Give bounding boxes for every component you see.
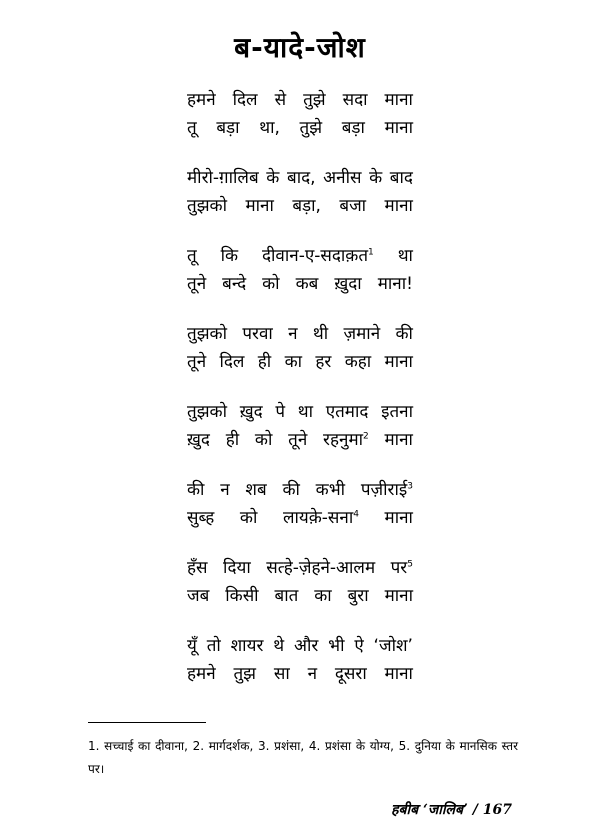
verse-word [187,504,214,532]
verse-word [187,426,210,454]
verse-word [216,114,239,142]
word-text: कभी [315,480,346,500]
verse-word [385,504,413,532]
page-footer: हबीब ‘जालिब’ / 167 [391,802,512,818]
word-text: के [369,168,383,188]
word-text: ‘जोश’ [373,636,413,656]
word-text: और [293,636,319,656]
word-text: कि [220,246,239,266]
verse-word [187,86,216,114]
verse-word [187,348,206,376]
verse-word [308,660,317,688]
word-text: माना [384,430,413,450]
verse-word [298,398,313,426]
footnote-divider [88,722,206,723]
verse-word [335,660,367,688]
word-text: तू [187,246,197,266]
word-text: तुझ [233,664,257,684]
verse-word [207,632,221,660]
word-text: ज़माने [343,324,381,344]
verse-word [323,164,361,192]
stanza [0,554,600,632]
stanza [0,632,600,710]
verse-line [187,320,413,348]
verse-line [187,398,413,426]
verse-word [348,582,369,610]
verse-word [285,348,302,376]
verse-word [345,348,372,376]
word-text: माना [384,118,413,138]
word-text: न [220,480,230,500]
verse-word [315,348,331,376]
verse-word [283,504,359,532]
verse-word [187,320,227,348]
word-text: बजा [339,196,367,216]
word-text: तुझे [299,118,323,138]
verse-word [385,426,413,454]
verse-word [344,320,381,348]
word-text: परवा [242,324,273,344]
word-text: शब [245,480,267,500]
verse-line [187,270,413,298]
word-text: सदा [342,90,368,110]
verse-word [385,114,413,142]
verse-word [288,426,307,454]
word-text: का [314,586,332,606]
verse-word [342,114,365,142]
verse-word [245,476,266,504]
word-text: दिल [232,90,258,110]
word-text: किसी [225,586,259,606]
word-text: को [239,508,258,528]
word-text: दिया [223,558,251,578]
verse-word [288,320,297,348]
word-text: थे [273,636,285,656]
word-text: ख़ुद [187,430,210,450]
verse-word [334,270,361,298]
verse-word [287,164,316,192]
verse-word [242,320,272,348]
word-text: हँस [187,558,208,578]
word-text: दिल [219,352,245,372]
stanza [0,476,600,554]
word-text: दूसरा [334,664,367,684]
verse-line [187,632,413,660]
word-text: थी [312,324,329,344]
word-text: की [282,480,300,500]
word-text: तुझको [187,196,228,216]
word-text: का [284,352,303,372]
verse-word [255,426,272,454]
stanza [0,320,600,398]
verse-word [374,632,413,660]
word-text: माना [384,90,413,110]
word-text: से [274,90,287,110]
word-text: हमने [187,90,216,110]
word-text: ख़ुद [239,402,263,422]
verse-word [390,164,413,192]
verse-word [187,632,197,660]
word-text: बड़ा, [292,196,321,216]
verse-word [220,476,229,504]
stanza [0,86,600,164]
verse-word [233,86,258,114]
verse-word [275,86,287,114]
verse-word [398,242,413,270]
verse-line [187,114,413,142]
footnote-marker: 1 [368,247,374,258]
stanza [0,164,600,242]
verse-word [240,504,257,532]
verse-word [187,582,209,610]
verse-word [300,114,323,142]
stanza [0,242,600,320]
word-text: बड़ा [216,118,240,138]
word-text: तुझको [187,402,228,422]
word-text: तुझको [187,324,228,344]
verse-word [222,270,246,298]
verse-word [258,348,271,376]
verse-word [245,192,273,220]
word-text: बड़ा [341,118,365,138]
verse-word [296,270,319,298]
word-text: था, [259,118,280,138]
word-text: सुब्ह [187,508,215,528]
verse-word [339,192,366,220]
word-text: यूँ [187,636,197,656]
word-text: अनीस [323,168,362,188]
word-text: लायक़े-सना [282,508,354,528]
verse-word [378,270,413,298]
verse-word [274,660,290,688]
word-text: बुरा [347,586,369,606]
word-text: सा [273,664,290,684]
verse-word [314,582,331,610]
word-text: बात [274,586,299,606]
footnote-marker: 3 [407,481,413,492]
verse-word [226,426,239,454]
verse-line [187,348,413,376]
verse-word [282,476,299,504]
verse-word [395,320,412,348]
word-text: माना [384,586,413,606]
verse-word [266,554,375,582]
word-text: बाद, [286,168,316,188]
word-text: हमने [187,664,216,684]
verse-word [385,192,413,220]
verse-word [219,348,244,376]
stanza [0,398,600,476]
word-text: की [395,324,413,344]
verse-word [275,398,285,426]
verse-word [187,660,216,688]
word-text: ही [257,352,272,372]
word-text: मीरो-ग़ालिब [187,168,259,188]
verse-word [381,398,413,426]
word-text: जब [187,586,210,606]
verse-word [221,242,238,270]
verse-word [369,164,382,192]
word-text: माना! [377,274,413,294]
poem-title: ब-यादे-जोश [234,31,366,64]
word-text: माना [384,196,413,216]
word-text: एतमाद [325,402,369,422]
word-text: तूने [288,430,308,450]
word-text: कब [295,274,319,294]
word-text: तू [187,118,197,138]
word-text: न [288,324,298,344]
word-text: माना [384,508,413,528]
verse-line [187,242,413,270]
word-text: की [187,480,205,500]
verse-line [187,192,413,220]
word-text: तुझे [303,90,326,110]
verse-line [187,164,413,192]
verse-word [391,554,413,582]
word-text: ऐ [354,636,364,656]
verse-line [187,476,413,504]
verse-word [385,348,413,376]
word-text: था [397,246,413,266]
word-text: इतना [381,402,413,422]
verse-line [187,426,413,454]
word-text: माना [245,196,274,216]
verse-word [323,426,369,454]
verse-word [233,660,256,688]
word-text: माना [384,664,413,684]
word-text: को [262,274,280,294]
verse-word [223,554,251,582]
footnote-marker: 4 [353,509,359,520]
footnote-marker: 5 [407,559,413,570]
verse-word [343,86,368,114]
verse-word [231,632,264,660]
verse-word [225,582,258,610]
verse-line [187,86,413,114]
word-text: शायर [230,636,264,656]
word-text: था [297,402,313,422]
word-text: सत्हे-ज़ेहने-आलम [266,558,376,578]
verse-word [292,192,321,220]
word-text: ही [225,430,240,450]
verse-word [259,114,280,142]
word-text: कहा [344,352,372,372]
verse-word [262,242,374,270]
poem-body [0,86,600,710]
word-text: पर [390,558,408,578]
verse-word [262,270,279,298]
verse-word [303,86,326,114]
word-text: तो [206,636,221,656]
word-text: तूने [187,274,207,294]
verse-word [187,242,197,270]
word-text: पे [275,402,286,422]
verse-word [273,632,284,660]
verse-word [187,398,227,426]
footnotes: 1. सच्चाई का दीवाना, 2. मार्गदर्शक, 3. प्रशंसा, 4. प्रशंसा के योग्य, 5. दुनिया के मानसिक स्तर पर। [88,739,518,776]
word-text: को [254,430,273,450]
word-text: माना [384,352,413,372]
verse-word [294,632,318,660]
verse-word [187,270,206,298]
word-text: बन्दे [222,274,247,294]
word-text: तूने [187,352,207,372]
word-text: दीवान-ए-सदाक़त [261,246,369,266]
word-text: हर [315,352,332,372]
verse-word [354,632,363,660]
word-text: बाद [389,168,413,188]
word-text: भी [328,636,345,656]
verse-word [361,476,413,504]
verse-line [187,582,413,610]
word-text: ख़ुदा [334,274,362,294]
verse-word [326,398,369,426]
word-text: पज़ीराई [360,480,408,500]
verse-word [316,476,345,504]
verse-word [266,164,279,192]
verse-word [187,164,259,192]
verse-word [385,582,413,610]
word-text: रहनुमा [323,430,364,450]
verse-word [187,554,208,582]
word-text: के [266,168,280,188]
verse-word [385,86,413,114]
verse-word [328,632,344,660]
verse-line [187,504,413,532]
verse-word [385,660,413,688]
word-text: न [307,664,318,684]
verse-word [187,114,197,142]
verse-word [240,398,263,426]
verse-line [187,660,413,688]
verse-word [275,582,299,610]
verse-line [187,554,413,582]
footnote-marker: 2 [363,431,369,442]
verse-word [313,320,328,348]
verse-word [187,476,204,504]
verse-word [187,192,227,220]
